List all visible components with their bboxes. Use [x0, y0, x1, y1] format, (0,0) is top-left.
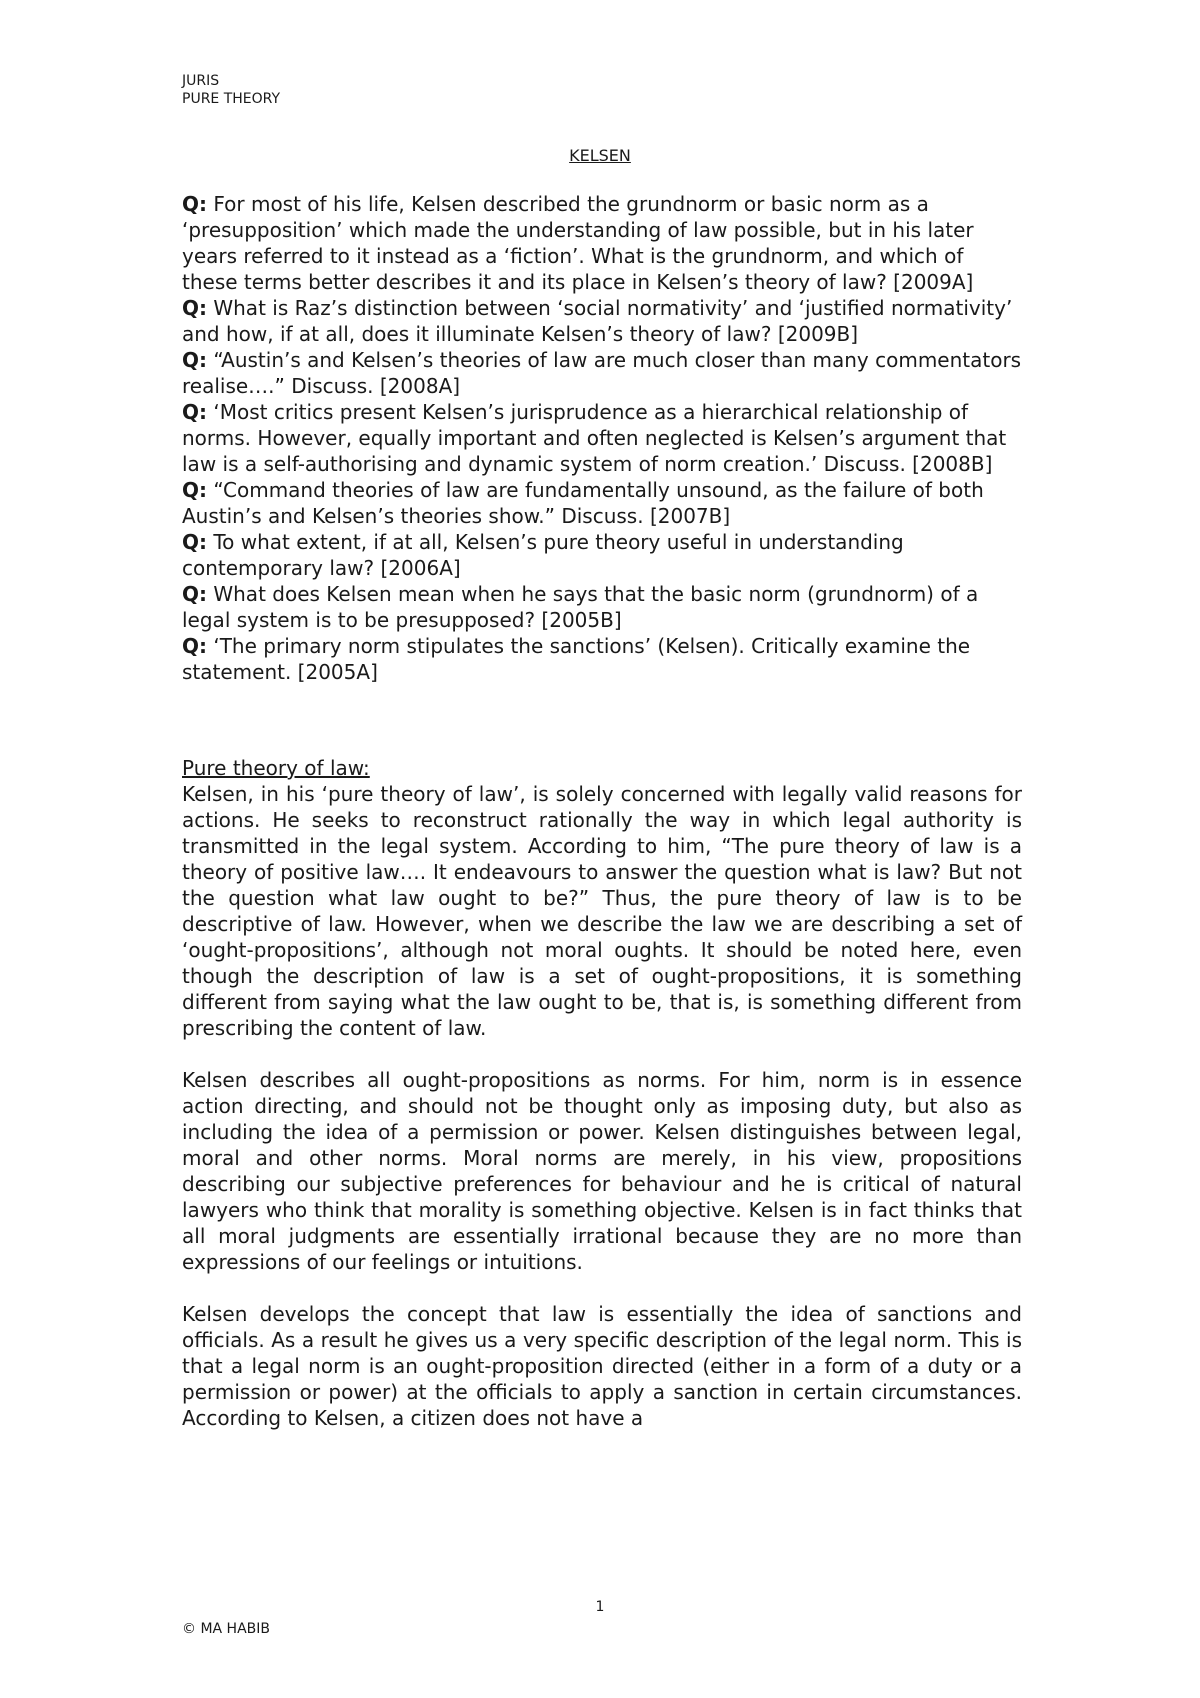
- body-paragraph: Kelsen describes all ought-propositions as norms. For him, norm is in essence action directing, and should not be thought only as imposing duty, but also as including the idea of a permission or power. Kelsen distinguishes between legal, moral and other norms. Moral norms are merely, in his view, propositions describing our subjective preferences for behaviour and he is critical of natural lawyers who think that morality is something objective. Kelsen is in fact thinks that all moral judgments are essentially irrational because they are no more than expressions of our feelings or intuitions.: [182, 1068, 1022, 1274]
- body-paragraph: Kelsen, in his ‘pure theory of law’, is solely concerned with legally valid reasons for actions. He seeks to reconstruct rationally the way in which legal authority is transmitted in the legal system. According to him, “The pure theory of law is a theory of positive law…. It endeavours to answer the question what is law? But not the question what law ought to be?” Thus, the pure theory of law is to be descriptive of law. However, when we describe the law we are describing a set of ‘ought-propositions’, although not moral oughts. It should be noted here, even though the description of law is a set of ought-propositions, it is something different from saying what the law ought to be, that is, is something different from prescribing the content of law.: [182, 782, 1022, 1040]
- question-label: Q:: [182, 530, 207, 554]
- question-item: [182, 191, 1022, 295]
- question-label: Q:: [182, 192, 207, 216]
- question-label: Q:: [182, 478, 207, 502]
- document-title: [0, 146, 1200, 166]
- question-item: [182, 295, 1022, 347]
- body-paragraph: Kelsen develops the concept that law is essentially the idea of sanctions and officials. As a result he gives us a very specific description of the legal norm. This is that a legal norm is an ought-proposition directed (either in a form of a duty or a permission or power) at the officials to apply a sanction in certain circumstances. According to Kelsen, a citizen does not have a: [182, 1302, 1022, 1430]
- header-topic: PURE THEORY: [182, 91, 281, 107]
- question-text: For most of his life, Kelsen described the grundnorm or basic norm as a ‘presupposition’ which made the understanding of law possible, but in his later years referred to it instead as a ‘fiction’. What is the grundnorm, and which of these terms better describes it and its place in Kelsen’s theory of law? [2009A]: [182, 192, 974, 294]
- question-item: [182, 477, 1022, 529]
- question-label: Q:: [182, 582, 207, 606]
- question-label: Q:: [182, 400, 207, 424]
- question-text: To what extent, if at all, Kelsen’s pure theory useful in understanding contemporary law? [2006A]: [182, 530, 904, 580]
- question-item: [182, 347, 1022, 399]
- question-label: Q:: [182, 348, 207, 372]
- question-item: [182, 581, 1022, 633]
- page-number: 1: [595, 1599, 605, 1615]
- question-text: “Austin’s and Kelsen’s theories of law are much closer than many commentators realise….” Discuss. [2008A]: [182, 348, 1022, 398]
- header-subject: JURIS: [182, 73, 220, 89]
- question-list: [182, 191, 1022, 685]
- question-item: [182, 399, 1022, 477]
- question-label: Q:: [182, 296, 207, 320]
- document-body: [182, 191, 1022, 1431]
- document-title-text: KELSEN: [569, 146, 631, 165]
- question-text: What does Kelsen mean when he says that the basic norm (grundnorm) of a legal system is to be presupposed? [2005B]: [182, 582, 979, 632]
- question-item: [182, 633, 1022, 685]
- copyright-notice: © MA HABIB: [182, 1621, 270, 1637]
- question-label: Q:: [182, 634, 207, 658]
- question-text: “Command theories of law are fundamentally unsound, as the failure of both Austin’s and Kelsen’s theories show.” Discuss. [2007B]: [182, 478, 984, 528]
- question-text: What is Raz’s distinction between ‘social normativity’ and ‘justified normativity’ and how, if at all, does it illuminate Kelsen’s theory of law? [2009B]: [182, 296, 1013, 346]
- section-heading: Pure theory of law:: [182, 756, 370, 780]
- page-header: [182, 72, 280, 108]
- question-text: ‘Most critics present Kelsen’s jurisprudence as a hierarchical relationship of norms. However, equally important and often neglected is Kelsen’s argument that law is a self-authorising and dynamic system of norm creation.’ Discuss. [2008B]: [182, 400, 1007, 476]
- question-item: [182, 529, 1022, 581]
- question-text: ‘The primary norm stipulates the sanctions’ (Kelsen). Critically examine the statement. [2005A]: [182, 634, 971, 684]
